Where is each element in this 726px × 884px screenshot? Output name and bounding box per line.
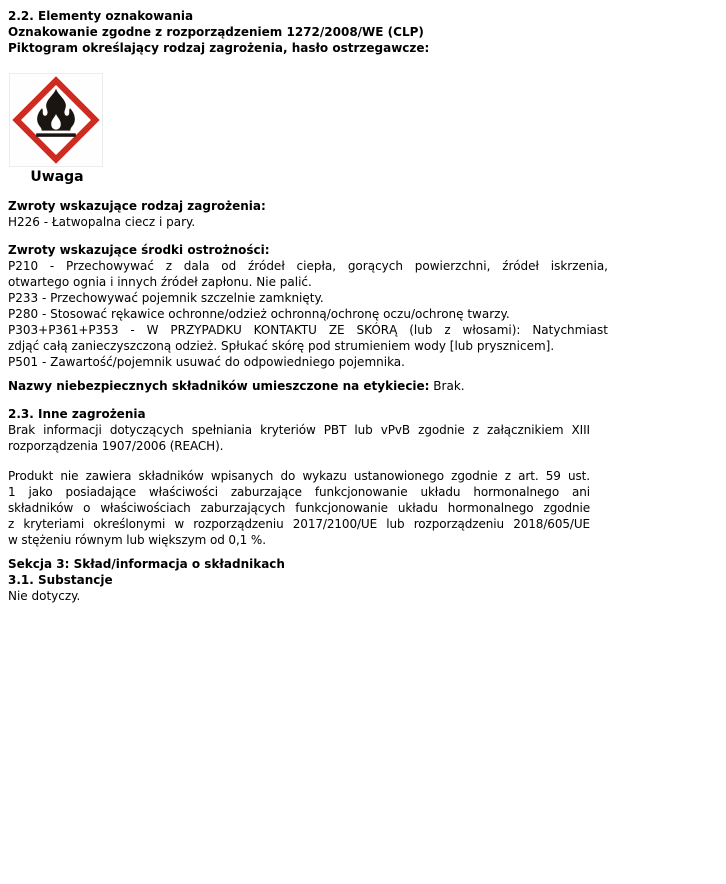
paragraph-line: z kryteriami określonymi w rozporządzeniu 2017/2100/UE lub rozporządzeniu 2018/605/UE (8, 517, 590, 531)
section-2-3-heading: 2.3. Inne zagrożenia (8, 407, 146, 421)
paragraph-line: rozporządzenia 1907/2006 (REACH). (8, 439, 224, 453)
paragraph-line: zdjąć całą zanieczyszczoną odzież. Spłukać skórę pod strumieniem wody [lub prysznicem]. (8, 339, 555, 353)
paragraph-line: 1 jako posiadające właściwości zaburzające funkcjonowanie układu hormonalnego ani (8, 485, 590, 499)
p210-statement (8, 258, 608, 290)
p280-statement: P280 - Stosować rękawice ochronne/odzież ochronną/ochronę oczu/ochronę twarzy. (8, 307, 510, 321)
section-3-1-subheading: 3.1. Substancje (8, 573, 113, 587)
hazard-statements-heading: Zwroty wskazujące rodzaj zagrożenia: (8, 199, 266, 213)
label-ingredients-label: Nazwy niebezpiecznych składników umieszczone na etykiecie: (8, 379, 430, 393)
section-3-block (8, 556, 285, 604)
label-ingredients-value: Brak. (429, 379, 465, 393)
label-ingredients-line (8, 378, 465, 394)
precautionary-statements-heading: Zwroty wskazujące środki ostrożności: (8, 243, 270, 257)
p501-statement: P501 - Zawartość/pojemnik usuwać do odpowiedniego pojemnika. (8, 355, 405, 369)
pictogram-intro-line: Piktogram określający rodzaj zagrożenia, hasło ostrzegawcze: (8, 41, 430, 55)
clp-regulation-line: Oznakowanie zgodne z rozporządzeniem 1272/2008/WE (CLP) (8, 25, 424, 39)
hazard-statement-h226: H226 - Łatwopalna ciecz i pary. (8, 215, 196, 229)
paragraph-line: składników o właściwościach zaburzających funkcjonowanie układu hormonalnego zgodnie (8, 501, 590, 515)
labeling-elements-header (8, 8, 429, 56)
p233-statement: P233 - Przechowywać pojemnik szczelnie zamknięty. (8, 291, 324, 305)
signal-word: Uwaga (30, 169, 84, 185)
substances-body: Nie dotyczy. (8, 589, 81, 603)
endocrine-paragraph (8, 468, 590, 548)
paragraph-line: Brak informacji dotyczących spełniania kryteriów PBT lub vPvB zgodnie z załącznikiem XIII (8, 423, 590, 437)
section-2-2-heading: 2.2. Elementy oznakowania (8, 9, 194, 23)
flame-base-bar (36, 133, 76, 136)
paragraph-line: w stężeniu równym lub większym od 0,1 %. (8, 533, 266, 547)
ghs02-flame-pictogram (9, 73, 103, 167)
section-3-heading: Sekcja 3: Skład/informacja o składnikach (8, 557, 285, 571)
paragraph-line: otwartego ognia i innych źródeł zapłonu. Nie palić. (8, 275, 312, 289)
paragraph-line: P303+P361+P353 - W PRZYPADKU KONTAKTU ZE SKÓRĄ (lub z włosami): Natychmiast (8, 323, 608, 337)
flame-pictogram-svg (10, 74, 102, 166)
paragraph-line: Produkt nie zawiera składników wpisanych do wykazu ustanowionego zgodnie z art. 59 ust. (8, 469, 590, 483)
pbt-paragraph (8, 422, 590, 454)
paragraph-line: P210 - Przechowywać z dala od źródeł ciepła, gorących powierzchni, źródeł iskrzenia, (8, 259, 608, 273)
p303-statement (8, 322, 608, 354)
